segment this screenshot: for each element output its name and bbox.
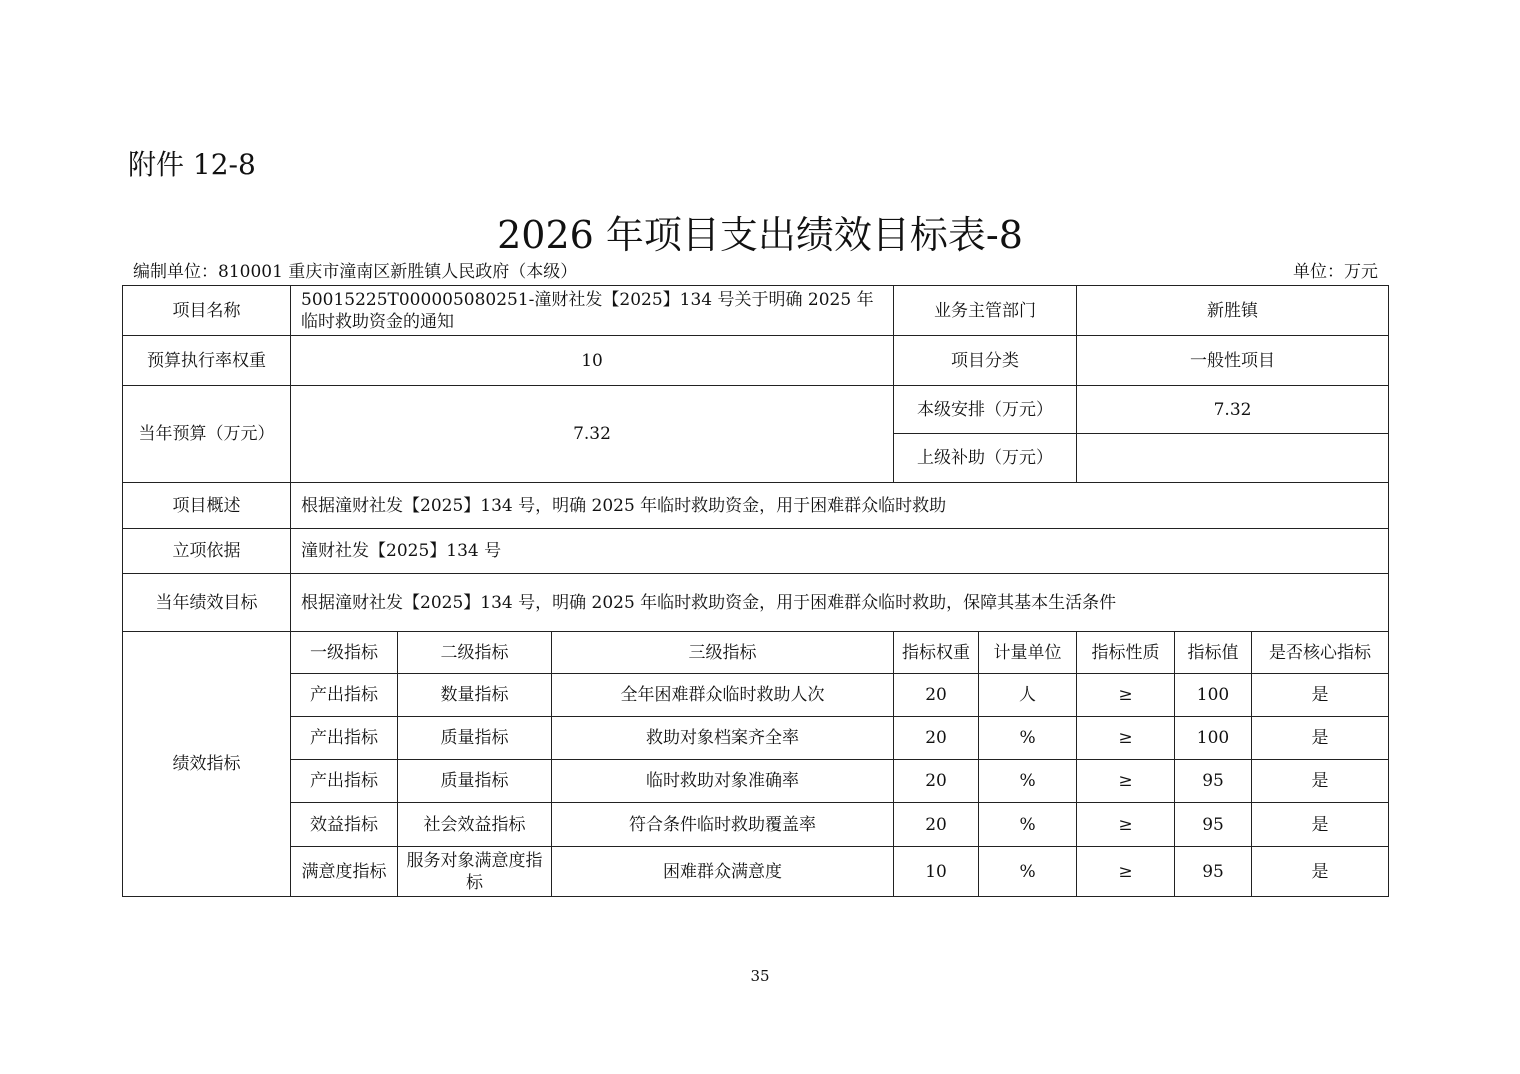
budget-row [123,386,1389,434]
indicator-level1: 满意度指标 [291,847,398,897]
goal-label: 当年绩效目标 [123,574,291,632]
budget-weight-row [123,336,1389,386]
budget-weight-value: 10 [291,336,894,386]
basis-label: 立项依据 [123,529,291,574]
indicator-level3: 救助对象档案齐全率 [552,717,894,760]
indicator-value: 95 [1175,847,1252,897]
annual-budget-label: 当年预算（万元） [123,386,291,483]
indicator-level1: 产出指标 [291,717,398,760]
indicator-level1: 产出指标 [291,674,398,717]
indicator-row [123,717,1389,760]
indicator-core: 是 [1252,803,1389,847]
overview-row [123,483,1389,529]
indicator-header-row [123,632,1389,674]
indicator-row [123,847,1389,897]
page-title: 2026 年项目支出绩效目标表-8 [497,213,1023,257]
header-nature: 指标性质 [1077,632,1175,674]
indicator-level2: 质量指标 [398,760,552,803]
indicator-weight: 20 [894,760,979,803]
indicator-level2: 社会效益指标 [398,803,552,847]
goal-row [123,574,1389,632]
header-level1: 一级指标 [291,632,398,674]
indicator-row [123,803,1389,847]
header-weight: 指标权重 [894,632,979,674]
project-name-value: 50015225T000005080251-潼财社发【2025】134 号关于明确 2025 年临时救助资金的通知 [291,286,894,336]
indicator-level3: 符合条件临时救助覆盖率 [552,803,894,847]
attachment-label: 附件 12-8 [128,148,256,181]
indicator-nature: ≥ [1077,717,1175,760]
indicator-weight: 20 [894,803,979,847]
project-name-label: 项目名称 [123,286,291,336]
local-allocation-value: 7.32 [1077,386,1389,434]
indicator-core: 是 [1252,847,1389,897]
department-value: 新胜镇 [1077,286,1389,336]
performance-indicators-label: 绩效指标 [123,632,291,897]
overview-label: 项目概述 [123,483,291,529]
indicator-core: 是 [1252,717,1389,760]
indicator-level2: 数量指标 [398,674,552,717]
goal-value: 根据潼财社发【2025】134 号，明确 2025 年临时救助资金，用于困难群众临时救助，保障其基本生活条件 [291,574,1389,632]
indicator-row [123,760,1389,803]
indicator-nature: ≥ [1077,674,1175,717]
project-category-value: 一般性项目 [1077,336,1389,386]
indicator-weight: 20 [894,717,979,760]
annual-budget-value: 7.32 [291,386,894,483]
indicator-level1: 产出指标 [291,760,398,803]
indicator-level1: 效益指标 [291,803,398,847]
performance-target-table [122,285,1389,897]
department-label: 业务主管部门 [894,286,1077,336]
upper-subsidy-label: 上级补助（万元） [894,434,1077,483]
indicator-level3: 困难群众满意度 [552,847,894,897]
indicator-value: 95 [1175,760,1252,803]
indicator-nature: ≥ [1077,760,1175,803]
indicator-core: 是 [1252,674,1389,717]
indicator-weight: 10 [894,847,979,897]
header-level2: 二级指标 [398,632,552,674]
indicator-core: 是 [1252,760,1389,803]
local-allocation-label: 本级安排（万元） [894,386,1077,434]
currency-unit: 单位：万元 [1293,262,1378,282]
indicator-level3: 临时救助对象准确率 [552,760,894,803]
header-value: 指标值 [1175,632,1252,674]
header-core: 是否核心指标 [1252,632,1389,674]
project-name-row [123,286,1389,336]
page-number: 35 [750,967,770,985]
upper-subsidy-value [1077,434,1389,483]
indicator-value: 100 [1175,674,1252,717]
indicator-level2: 质量指标 [398,717,552,760]
overview-value: 根据潼财社发【2025】134 号，明确 2025 年临时救助资金，用于困难群众临时救助 [291,483,1389,529]
basis-row [123,529,1389,574]
indicator-unit: % [979,847,1077,897]
indicator-value: 95 [1175,803,1252,847]
indicator-unit: 人 [979,674,1077,717]
indicator-level3: 全年困难群众临时救助人次 [552,674,894,717]
basis-value: 潼财社发【2025】134 号 [291,529,1389,574]
indicator-unit: % [979,760,1077,803]
indicator-weight: 20 [894,674,979,717]
header-unit: 计量单位 [979,632,1077,674]
indicator-row [123,674,1389,717]
compiling-unit: 编制单位：810001 重庆市潼南区新胜镇人民政府（本级） [133,262,578,282]
indicator-level2: 服务对象满意度指标 [398,847,552,897]
indicator-value: 100 [1175,717,1252,760]
indicator-unit: % [979,717,1077,760]
project-category-label: 项目分类 [894,336,1077,386]
indicator-nature: ≥ [1077,803,1175,847]
budget-weight-label: 预算执行率权重 [123,336,291,386]
header-level3: 三级指标 [552,632,894,674]
indicator-nature: ≥ [1077,847,1175,897]
indicator-unit: % [979,803,1077,847]
